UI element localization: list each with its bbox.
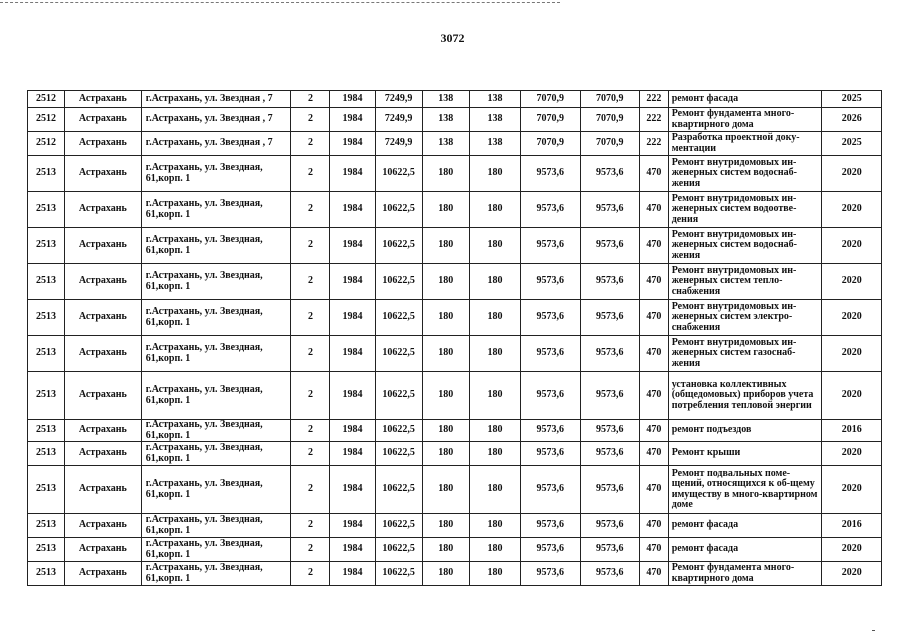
cell-cell-7: 180 (422, 192, 469, 228)
cell-work-type: ремонт фасада (668, 514, 822, 538)
cell-year-built: 1984 (330, 108, 375, 132)
cell-area-2: 9573,6 (580, 192, 639, 228)
cell-area-2: 9573,6 (580, 442, 639, 466)
cell-area-2: 9573,6 (580, 264, 639, 300)
cell-house-id: 2513 (28, 442, 65, 466)
cell-work-type: Разработка проектной доку-ментации (668, 132, 822, 156)
cell-work-type: Ремонт внутридомовых ин-женерных систем водоснаб-жения (668, 156, 822, 192)
cell-house-id: 2512 (28, 108, 65, 132)
cell-year-built: 1984 (330, 91, 375, 108)
cell-year-planned: 2020 (822, 264, 882, 300)
cell-cell-8: 180 (469, 538, 520, 562)
cell-cell-8: 180 (469, 372, 520, 420)
cell-total-area: 10622,5 (375, 420, 422, 442)
table-row (28, 420, 882, 442)
cell-year-planned: 2020 (822, 300, 882, 336)
cell-address: г.Астрахань, ул. Звездная, 61,корп. 1 (141, 562, 291, 586)
cell-city: Астрахань (64, 538, 141, 562)
cell-city: Астрахань (64, 300, 141, 336)
table-row (28, 372, 882, 420)
table-row (28, 442, 882, 466)
table-row (28, 514, 882, 538)
cell-residents: 470 (639, 466, 668, 514)
table-row (28, 336, 882, 372)
cell-address: г.Астрахань, ул. Звездная, 61,корп. 1 (141, 192, 291, 228)
cell-total-area: 10622,5 (375, 264, 422, 300)
cell-area-1: 9573,6 (521, 192, 580, 228)
cell-area-1: 7070,9 (521, 108, 580, 132)
cell-area-2: 9573,6 (580, 156, 639, 192)
cell-cell-7: 138 (422, 108, 469, 132)
cell-total-area: 10622,5 (375, 466, 422, 514)
cell-house-id: 2513 (28, 228, 65, 264)
cell-total-area: 10622,5 (375, 442, 422, 466)
cell-year-planned: 2020 (822, 228, 882, 264)
cell-residents: 470 (639, 420, 668, 442)
cell-cell-7: 180 (422, 372, 469, 420)
cell-floors: 2 (291, 91, 330, 108)
cell-work-type: Ремонт подвальных поме-щений, относящихся к об-щему имуществу в много-квартирном доме (668, 466, 822, 514)
cell-floors: 2 (291, 228, 330, 264)
table-row (28, 91, 882, 108)
cell-cell-8: 180 (469, 420, 520, 442)
cell-floors: 2 (291, 108, 330, 132)
cell-total-area: 10622,5 (375, 562, 422, 586)
table-row (28, 228, 882, 264)
cell-floors: 2 (291, 192, 330, 228)
cell-city: Астрахань (64, 336, 141, 372)
cell-address: г.Астрахань, ул. Звездная, 61,корп. 1 (141, 336, 291, 372)
cell-address: г.Астрахань, ул. Звездная, 61,корп. 1 (141, 300, 291, 336)
cell-area-1: 7070,9 (521, 132, 580, 156)
cell-floors: 2 (291, 132, 330, 156)
table-row (28, 562, 882, 586)
cell-work-type: Ремонт внутридомовых ин-женерных систем тепло-снабжения (668, 264, 822, 300)
cell-cell-8: 180 (469, 336, 520, 372)
cell-year-built: 1984 (330, 562, 375, 586)
cell-house-id: 2513 (28, 372, 65, 420)
cell-cell-7: 180 (422, 466, 469, 514)
cell-area-1: 7070,9 (521, 91, 580, 108)
cell-address: г.Астрахань, ул. Звездная, 61,корп. 1 (141, 420, 291, 442)
cell-year-built: 1984 (330, 372, 375, 420)
cell-floors: 2 (291, 300, 330, 336)
cell-work-type: ремонт подъездов (668, 420, 822, 442)
cell-year-built: 1984 (330, 228, 375, 264)
cell-area-1: 9573,6 (521, 156, 580, 192)
cell-year-built: 1984 (330, 514, 375, 538)
cell-residents: 470 (639, 442, 668, 466)
cell-area-1: 9573,6 (521, 514, 580, 538)
cell-cell-8: 138 (469, 108, 520, 132)
cell-cell-7: 180 (422, 300, 469, 336)
scan-mark (872, 630, 875, 631)
cell-cell-8: 180 (469, 228, 520, 264)
cell-area-2: 9573,6 (580, 538, 639, 562)
cell-city: Астрахань (64, 442, 141, 466)
cell-city: Астрахань (64, 228, 141, 264)
cell-house-id: 2512 (28, 91, 65, 108)
cell-total-area: 10622,5 (375, 538, 422, 562)
cell-house-id: 2513 (28, 336, 65, 372)
cell-house-id: 2513 (28, 514, 65, 538)
cell-house-id: 2513 (28, 562, 65, 586)
cell-year-planned: 2025 (822, 91, 882, 108)
cell-cell-8: 180 (469, 156, 520, 192)
cell-cell-7: 138 (422, 91, 469, 108)
cell-area-1: 9573,6 (521, 466, 580, 514)
cell-cell-7: 180 (422, 538, 469, 562)
cell-total-area: 10622,5 (375, 300, 422, 336)
cell-work-type: Ремонт внутридомовых ин-женерных систем электро-снабжения (668, 300, 822, 336)
cell-total-area: 10622,5 (375, 192, 422, 228)
cell-cell-8: 180 (469, 192, 520, 228)
cell-residents: 470 (639, 372, 668, 420)
cell-address: г.Астрахань, ул. Звездная, 61,корп. 1 (141, 514, 291, 538)
cell-area-2: 9573,6 (580, 336, 639, 372)
cell-address: г.Астрахань, ул. Звездная, 61,корп. 1 (141, 372, 291, 420)
cell-cell-7: 180 (422, 336, 469, 372)
cell-city: Астрахань (64, 156, 141, 192)
cell-year-built: 1984 (330, 132, 375, 156)
cell-work-type: Ремонт фундамента много-квартирного дома (668, 562, 822, 586)
cell-total-area: 7249,9 (375, 108, 422, 132)
cell-city: Астрахань (64, 108, 141, 132)
cell-total-area: 10622,5 (375, 156, 422, 192)
cell-residents: 470 (639, 228, 668, 264)
cell-area-1: 9573,6 (521, 538, 580, 562)
cell-residents: 470 (639, 300, 668, 336)
cell-work-type: ремонт фасада (668, 91, 822, 108)
cell-year-planned: 2020 (822, 538, 882, 562)
table-row (28, 192, 882, 228)
cell-city: Астрахань (64, 192, 141, 228)
cell-year-built: 1984 (330, 156, 375, 192)
cell-cell-7: 180 (422, 156, 469, 192)
cell-work-type: Ремонт внутридомовых ин-женерных систем водоотве-дения (668, 192, 822, 228)
cell-area-2: 9573,6 (580, 466, 639, 514)
cell-residents: 470 (639, 192, 668, 228)
cell-floors: 2 (291, 442, 330, 466)
cell-area-1: 9573,6 (521, 442, 580, 466)
cell-total-area: 7249,9 (375, 132, 422, 156)
cell-area-2: 7070,9 (580, 91, 639, 108)
cell-year-planned: 2016 (822, 514, 882, 538)
cell-work-type: ремонт фасада (668, 538, 822, 562)
cell-year-planned: 2020 (822, 442, 882, 466)
cell-residents: 470 (639, 538, 668, 562)
cell-area-1: 9573,6 (521, 264, 580, 300)
cell-total-area: 10622,5 (375, 514, 422, 538)
cell-year-planned: 2025 (822, 132, 882, 156)
cell-year-built: 1984 (330, 466, 375, 514)
cell-city: Астрахань (64, 420, 141, 442)
cell-area-2: 9573,6 (580, 372, 639, 420)
cell-year-built: 1984 (330, 300, 375, 336)
cell-work-type: Ремонт внутридомовых ин-женерных систем водоснаб-жения (668, 228, 822, 264)
cell-year-planned: 2020 (822, 336, 882, 372)
cell-cell-7: 138 (422, 132, 469, 156)
cell-address: г.Астрахань, ул. Звездная, 61,корп. 1 (141, 538, 291, 562)
cell-year-built: 1984 (330, 336, 375, 372)
cell-total-area: 10622,5 (375, 228, 422, 264)
cell-address: г.Астрахань, ул. Звездная, 61,корп. 1 (141, 264, 291, 300)
cell-work-type: Ремонт крыши (668, 442, 822, 466)
cell-house-id: 2513 (28, 300, 65, 336)
cell-floors: 2 (291, 466, 330, 514)
cell-work-type: установка коллективных (общедомовых) приборов учета потребления тепловой энергии (668, 372, 822, 420)
cell-floors: 2 (291, 538, 330, 562)
cell-address: г.Астрахань, ул. Звездная , 7 (141, 108, 291, 132)
cell-year-planned: 2020 (822, 372, 882, 420)
cell-address: г.Астрахань, ул. Звездная, 61,корп. 1 (141, 466, 291, 514)
cell-residents: 222 (639, 132, 668, 156)
cell-floors: 2 (291, 420, 330, 442)
cell-cell-8: 138 (469, 132, 520, 156)
cell-city: Астрахань (64, 562, 141, 586)
cell-city: Астрахань (64, 514, 141, 538)
cell-cell-8: 180 (469, 264, 520, 300)
cell-house-id: 2513 (28, 264, 65, 300)
page-number: 3072 (440, 31, 465, 45)
cell-year-planned: 2026 (822, 108, 882, 132)
cell-total-area: 10622,5 (375, 336, 422, 372)
cell-city: Астрахань (64, 466, 141, 514)
cell-year-planned: 2020 (822, 466, 882, 514)
cell-residents: 222 (639, 108, 668, 132)
cell-area-2: 7070,9 (580, 108, 639, 132)
cell-area-2: 9573,6 (580, 228, 639, 264)
table-row (28, 300, 882, 336)
cell-house-id: 2513 (28, 192, 65, 228)
table-row (28, 156, 882, 192)
cell-area-2: 9573,6 (580, 562, 639, 586)
cell-total-area: 7249,9 (375, 91, 422, 108)
cell-address: г.Астрахань, ул. Звездная, 61,корп. 1 (141, 442, 291, 466)
cell-work-type: Ремонт фундамента много-квартирного дома (668, 108, 822, 132)
cell-cell-7: 180 (422, 228, 469, 264)
cell-year-planned: 2020 (822, 562, 882, 586)
cell-residents: 470 (639, 514, 668, 538)
cell-city: Астрахань (64, 372, 141, 420)
repair-schedule-table (27, 90, 882, 586)
cell-residents: 470 (639, 156, 668, 192)
cell-area-1: 9573,6 (521, 562, 580, 586)
table-row (28, 264, 882, 300)
table-row (28, 108, 882, 132)
cell-year-planned: 2016 (822, 420, 882, 442)
cell-residents: 470 (639, 336, 668, 372)
cell-address: г.Астрахань, ул. Звездная , 7 (141, 91, 291, 108)
table-row (28, 538, 882, 562)
cell-area-1: 9573,6 (521, 372, 580, 420)
cell-house-id: 2512 (28, 132, 65, 156)
cell-house-id: 2513 (28, 466, 65, 514)
cell-residents: 470 (639, 562, 668, 586)
cell-cell-7: 180 (422, 442, 469, 466)
cell-city: Астрахань (64, 264, 141, 300)
cell-floors: 2 (291, 514, 330, 538)
cell-cell-7: 180 (422, 562, 469, 586)
cell-cell-7: 180 (422, 420, 469, 442)
cell-cell-7: 180 (422, 264, 469, 300)
cell-residents: 470 (639, 264, 668, 300)
cell-house-id: 2513 (28, 538, 65, 562)
table-row (28, 466, 882, 514)
top-scan-line (0, 2, 560, 3)
cell-floors: 2 (291, 562, 330, 586)
cell-floors: 2 (291, 156, 330, 192)
cell-floors: 2 (291, 372, 330, 420)
cell-year-built: 1984 (330, 442, 375, 466)
cell-cell-8: 180 (469, 442, 520, 466)
cell-year-planned: 2020 (822, 192, 882, 228)
cell-house-id: 2513 (28, 420, 65, 442)
cell-city: Астрахань (64, 91, 141, 108)
cell-area-2: 9573,6 (580, 300, 639, 336)
cell-area-2: 9573,6 (580, 420, 639, 442)
cell-year-built: 1984 (330, 538, 375, 562)
cell-address: г.Астрахань, ул. Звездная , 7 (141, 132, 291, 156)
cell-area-2: 9573,6 (580, 514, 639, 538)
cell-year-built: 1984 (330, 264, 375, 300)
cell-residents: 222 (639, 91, 668, 108)
cell-area-1: 9573,6 (521, 228, 580, 264)
cell-year-built: 1984 (330, 192, 375, 228)
cell-work-type: Ремонт внутридомовых ин-женерных систем газоснаб-жения (668, 336, 822, 372)
cell-address: г.Астрахань, ул. Звездная, 61,корп. 1 (141, 228, 291, 264)
cell-cell-8: 138 (469, 91, 520, 108)
cell-cell-8: 180 (469, 562, 520, 586)
cell-cell-8: 180 (469, 300, 520, 336)
cell-cell-8: 180 (469, 514, 520, 538)
cell-cell-7: 180 (422, 514, 469, 538)
cell-house-id: 2513 (28, 156, 65, 192)
cell-area-1: 9573,6 (521, 300, 580, 336)
cell-area-2: 7070,9 (580, 132, 639, 156)
cell-year-planned: 2020 (822, 156, 882, 192)
cell-address: г.Астрахань, ул. Звездная, 61,корп. 1 (141, 156, 291, 192)
cell-area-1: 9573,6 (521, 336, 580, 372)
cell-floors: 2 (291, 336, 330, 372)
cell-year-built: 1984 (330, 420, 375, 442)
table-row (28, 132, 882, 156)
cell-area-1: 9573,6 (521, 420, 580, 442)
cell-city: Астрахань (64, 132, 141, 156)
cell-cell-8: 180 (469, 466, 520, 514)
cell-floors: 2 (291, 264, 330, 300)
cell-total-area: 10622,5 (375, 372, 422, 420)
